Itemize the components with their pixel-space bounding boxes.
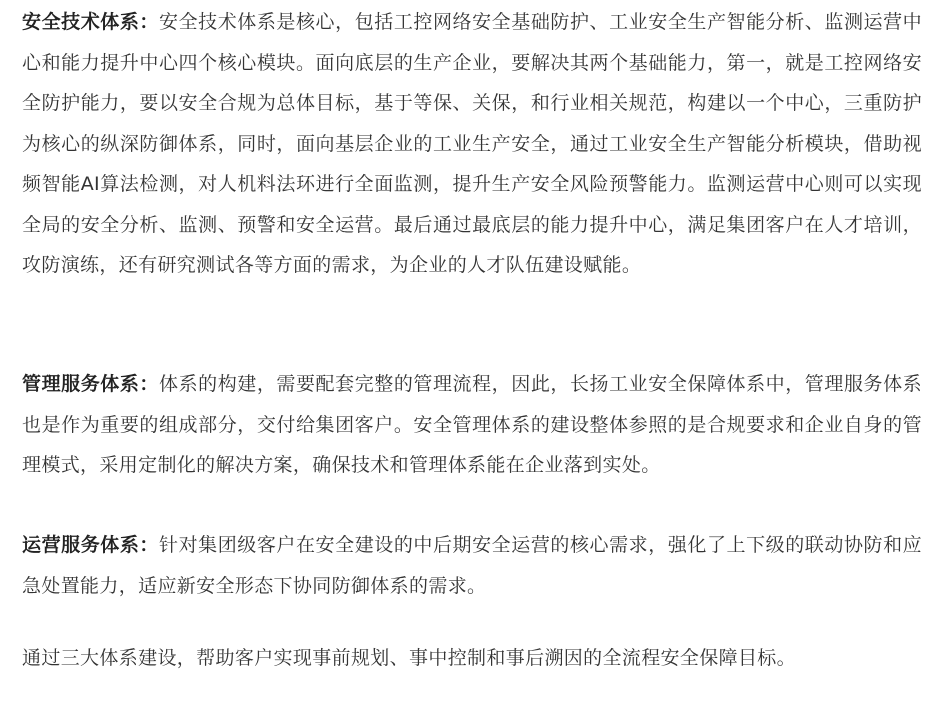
paragraph-conclusion xyxy=(22,638,922,679)
section-body: 体系的构建，需要配套完整的管理流程，因此，长扬工业安全保障体系中，管理服务体系也是作为重要的组成部分，交付给集团客户。安全管理体系的建设整体参照的是合规要求和企业自身的管理模式，采用定制化的解决方案，确保技术和管理体系能在企业落到实处。 xyxy=(22,373,923,476)
paragraph-management-service xyxy=(22,364,922,486)
section-body: 针对集团级客户在安全建设的中后期安全运营的核心需求，强化了上下级的联动协防和应急处置能力，适应新安全形态下协同防御体系的需求。 xyxy=(22,534,923,597)
paragraph-operation-service xyxy=(22,525,922,606)
section-heading: 运营服务体系： xyxy=(22,534,159,556)
conclusion-text: 通过三大体系建设，帮助客户实现事前规划、事中控制和事后溯因的全流程安全保障目标。 xyxy=(22,647,797,669)
section-heading: 管理服务体系： xyxy=(22,373,159,395)
section-body: 安全技术体系是核心，包括工控网络安全基础防护、工业安全生产智能分析、监测运营中心和能力提升中心四个核心模块。面向底层的生产企业，要解决其两个基础能力，第一，就是工控网络安全防护能力，要以安全合规为总体目标，基于等保、关保，和行业相关规范，构建以一个中心，三重防护为核心的纵深防御体系，同时，面向基层企业的工业生产安全，通过工业安全生产智能分析模块，借助视频智能AI算法检测，对人机料法环进行全面监测，提升生产安全风险预警能力。监测运营中心则可以实现全局的安全分析、监测、预警和安全运营。最后通过最底层的能力提升中心，满足集团客户在人才培训，攻防演练，还有研究测试各等方面的需求，为企业的人才队伍建设赋能。 xyxy=(22,11,923,276)
section-heading: 安全技术体系： xyxy=(22,11,159,33)
paragraph-security-technology xyxy=(22,2,922,286)
